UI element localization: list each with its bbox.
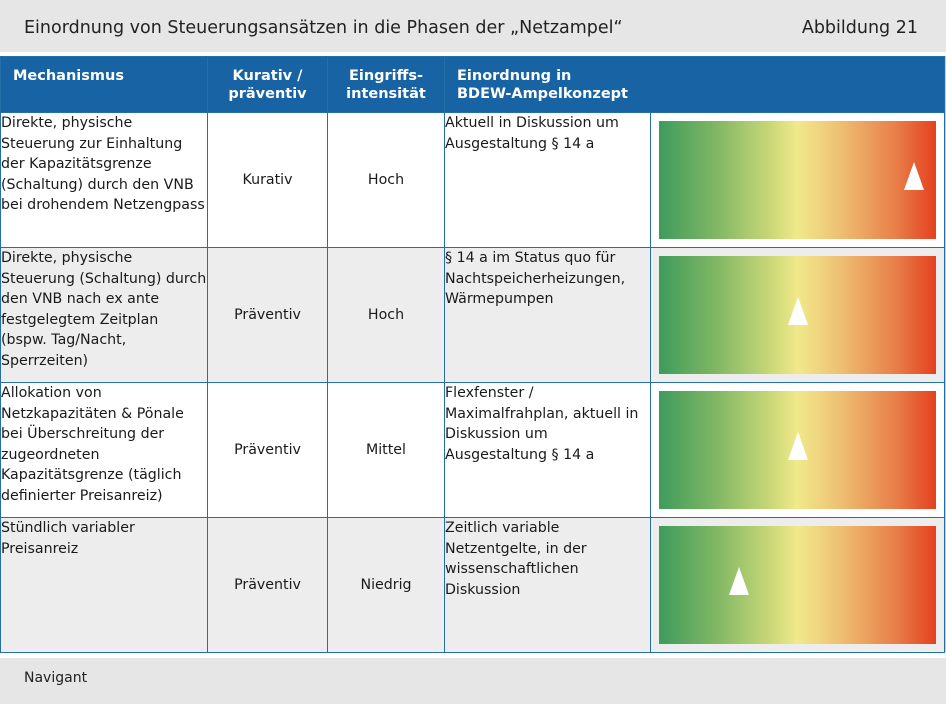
ampel-cell [651,248,945,383]
ampel-cell [651,383,945,518]
classification-cell: § 14 a im Status quo für Nachtspeicherheizungen, Wärmepumpen [445,248,651,383]
source-label: Navigant [24,670,88,686]
ampel-cell [651,113,945,248]
ampel-gradient-bar [659,526,936,644]
column-header-classification: Einordnung in BDEW-Ampelkonzept [445,57,945,113]
title-bar [0,0,946,52]
mechanism-cell: Stündlich variabler Preisanreiz [1,518,208,653]
ampel-marker-triangle [788,297,808,325]
figure-label: Abbildung 21 [801,18,918,38]
classification-cell: Aktuell in Diskussion um Ausgestaltung § 14 a [445,113,651,248]
ampel-gradient-bar [659,391,936,509]
ampel-cell [651,518,945,653]
mode-cell: Kurativ [208,113,328,248]
mode-cell: Präventiv [208,518,328,653]
source-bar [0,658,946,704]
classification-cell: Flexfenster / Maximalfrahplan, aktuell in Diskussion um Ausgestaltung § 14 a [445,383,651,518]
table-row [1,113,945,248]
table-row [1,248,945,383]
mechanism-cell: Direkte, physische Steuerung zur Einhaltung der Kapazitätsgrenze (Schaltung) durch den VNB bei drohendem Netzengpass [1,113,208,248]
table-frame [0,56,946,652]
ampel-marker-triangle [788,432,808,460]
intensity-cell: Mittel [328,383,445,518]
mechanism-cell: Direkte, physische Steuerung (Schaltung) durch den VNB nach ex ante festgelegtem Zeitplan (bspw. Tag/Nacht, Sperrzeiten) [1,248,208,383]
column-header-mechanism: Mechanismus [1,57,208,113]
figure-title: Einordnung von Steuerungsansätzen in die Phasen der „Netzampel“ [24,18,623,38]
intensity-cell: Hoch [328,248,445,383]
mode-cell: Präventiv [208,248,328,383]
column-header-intensity: Eingriffs- intensität [328,57,445,113]
table-header-row [1,57,945,113]
table-row [1,383,945,518]
mode-cell: Präventiv [208,383,328,518]
ampel-gradient-bar [659,121,936,239]
mechanism-cell: Allokation von Netzkapazitäten & Pönale bei Überschreitung der zugeordneten Kapazitätsgrenze (täglich definierter Preisanreiz) [1,383,208,518]
intensity-cell: Hoch [328,113,445,248]
steuerung-table [0,56,945,653]
classification-cell: Zeitlich variable Netzentgelte, in der wissenschaftlichen Diskussion [445,518,651,653]
column-header-mode: Kurativ / präventiv [208,57,328,113]
intensity-cell: Niedrig [328,518,445,653]
ampel-gradient-bar [659,256,936,374]
ampel-marker-triangle [904,162,924,190]
ampel-marker-triangle [729,567,749,595]
table-row [1,518,945,653]
